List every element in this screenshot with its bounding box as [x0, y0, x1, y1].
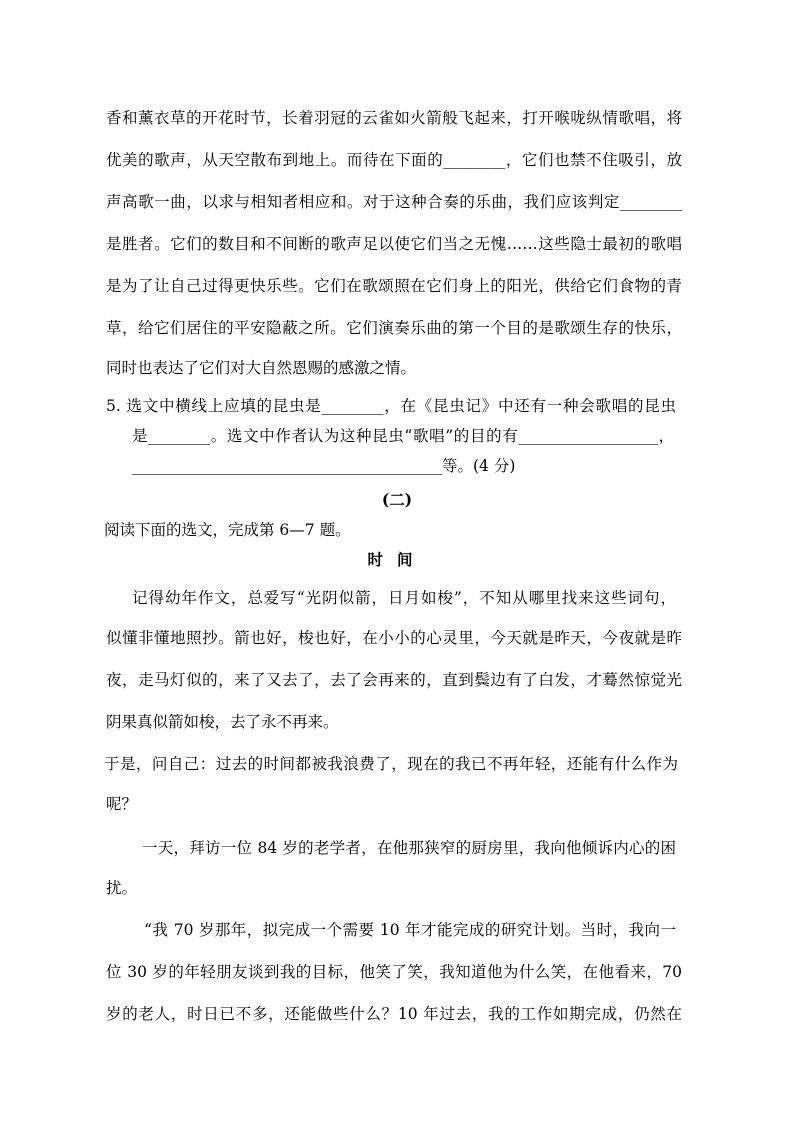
passage-line: 是胜者。它们的数目和不间断的歌声足以使它们当之无愧……这些隐士最初的歌唱: [106, 235, 682, 253]
passage-line: 优美的歌声，从天空散布到地上。而待在下面的________，它们也禁不住吸引，放: [106, 151, 682, 169]
essay-line: 扰。: [106, 879, 138, 897]
essay-line: 岁的老人，时日已不多，还能做些什么？10 年过去，我的工作如期完成，仍然在: [106, 1005, 682, 1023]
question-5-line: 5. 选文中横线上应填的昆虫是________，在《昆虫记》中还有一种会歌唱的昆虫: [106, 397, 676, 415]
essay-title: 时间: [367, 550, 427, 569]
passage-line: 声高歌一曲，以求与相知者相应和。对于这种合奏的乐曲，我们应该判定________: [106, 193, 682, 211]
passage-line: 是为了让自己过得更快乐些。它们在歌颂照在它们身上的阳光，供给它们食物的青: [106, 277, 682, 295]
essay-line: 记得幼年作文，总爱写“光阴似箭，日月如梭”，不知从哪里找来这些词句，: [132, 589, 676, 607]
essay-line: 似懂非懂地照抄。箭也好，梭也好，在小小的心灵里，今天就是昨天，今夜就是昨: [106, 629, 682, 647]
essay-line: 于是，问自己：过去的时间都被我浪费了，现在的我已不再年轻，还能有什么作为: [104, 755, 678, 773]
passage-line: 草，给它们居住的平安隐蔽之所。它们演奏乐曲的第一个目的是歌颂生存的快乐，: [106, 319, 682, 337]
question-5-line: 是________。选文中作者认为这种昆虫“歌唱”的目的有__________________，: [132, 427, 674, 445]
passage-line: 同时也表达了它们对大自然恩赐的感激之情。: [106, 359, 417, 377]
essay-line: 呢？: [106, 795, 138, 813]
essay-line: 阴果真似箭如梭，去了永不再来。: [106, 713, 339, 731]
essay-line: 位 30 岁的年轻朋友谈到我的目标，他笑了笑，我知道他为什么笑，在他看来，70: [106, 963, 682, 981]
instruction-text: 阅读下面的选文，完成第 6—7 题。: [104, 521, 351, 539]
question-5-line: ________________________________________等。(4 分): [132, 457, 516, 475]
section-heading: (二): [381, 490, 413, 509]
essay-line: “我 70 岁那年，拟完成一个需要 10 年才能完成的研究计划。当时，我向一: [144, 921, 676, 939]
essay-line: 夜，走马灯似的，来了又去了，去了会再来的，直到鬓边有了白发，才蓦然惊觉光: [106, 671, 682, 689]
passage-line: 香和薰衣草的开花时节，长着羽冠的云雀如火箭般飞起来，打开喉咙纵情歌唱，将: [106, 109, 682, 127]
essay-line: 一天，拜访一位 84 岁的老学者，在他那狭窄的厨房里，我向他倾诉内心的困: [142, 839, 676, 857]
